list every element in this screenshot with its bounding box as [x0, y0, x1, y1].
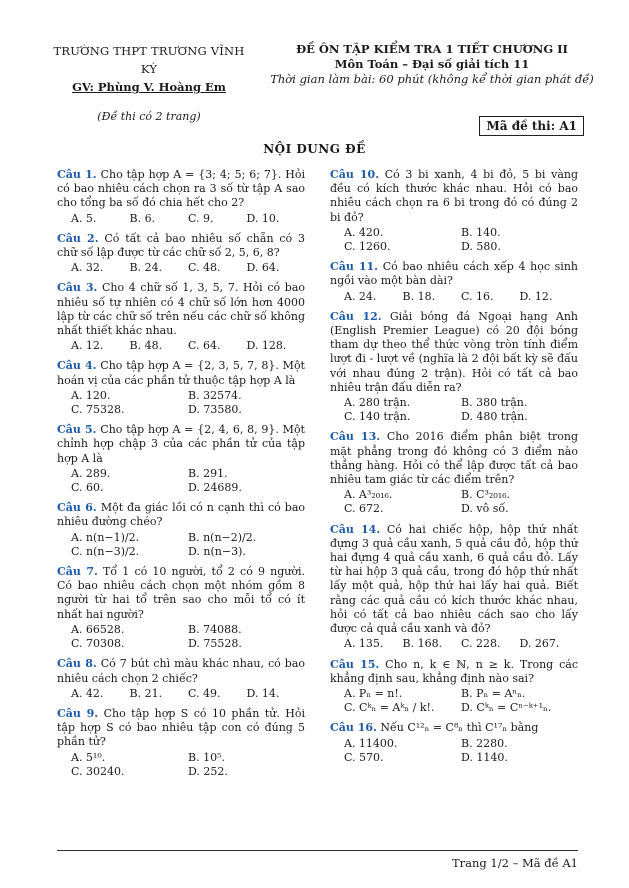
- answer-options: [330, 687, 578, 715]
- answer-option: C. 140 trận.: [344, 410, 411, 424]
- question: [330, 260, 578, 304]
- answer-option: B. 168.: [402, 637, 443, 651]
- answer-option: B. 74088.: [188, 622, 242, 636]
- question-text: Cho tập hợp A = {2, 4, 6, 8, 9}. Một chỉnh hợp chập 3 của các phần tử của tập hợp A là: [57, 423, 305, 465]
- question: [57, 168, 305, 226]
- question: [330, 658, 578, 716]
- answer-option: C. 70308.: [71, 637, 125, 651]
- answer-option: B. 380 trận.: [461, 396, 528, 410]
- answer-option: A. 135.: [344, 637, 384, 651]
- answer-option: B. 48.: [129, 339, 163, 353]
- school-name: TRƯỜNG THPT TRƯƠNG VĨNH KÝ: [53, 44, 245, 76]
- answer-option: D. 24689.: [188, 481, 242, 495]
- answer-option: C. 48.: [188, 261, 221, 275]
- answer-option: A. 289.: [71, 466, 111, 480]
- answer-option: D. 267.: [519, 637, 560, 651]
- answer-option: D. Cᵏₙ = Cⁿ⁻ᵏ⁺¹ₙ.: [461, 701, 552, 715]
- answer-option: B. 32574.: [188, 388, 242, 402]
- question-text: Cho 2016 điểm phân biệt trong mặt phẳng trong đó không có 3 điểm nào thẳng hàng. Hỏi có thể lập được tất cả bao nhiêu tam giác từ các điểm trên?: [330, 430, 578, 487]
- answer-option: B. 21.: [129, 686, 163, 700]
- answer-options: [330, 226, 578, 254]
- answer-option: D. n(n−3).: [188, 544, 246, 558]
- answer-option: D. 73580.: [188, 403, 242, 417]
- question: [57, 707, 305, 779]
- question-text: Có 3 bi xanh, 4 bi đỏ, 5 bi vàng đều có kích thước khác nhau. Hỏi có bao nhiêu cách chọn ra 6 bi trong đó có đúng 2 bi đỏ?: [330, 168, 578, 224]
- question-text: Có 7 bút chì màu khác nhau, có bao nhiêu cách chọn 2 chiếc?: [57, 657, 305, 685]
- answer-option: C. 64.: [188, 339, 221, 353]
- answer-options: [57, 751, 305, 779]
- answer-option: A. 5.: [71, 211, 97, 225]
- teacher-name: GV: Phùng V. Hoàng Em: [72, 80, 226, 94]
- answer-option: B. 18.: [402, 289, 436, 303]
- section-title: NỘI DUNG ĐỀ: [263, 142, 366, 156]
- answer-options: [57, 261, 305, 275]
- question: [57, 657, 305, 701]
- answer-option: B. 2280.: [461, 736, 508, 750]
- question-number: Câu 14.: [330, 522, 381, 536]
- question: [57, 423, 305, 495]
- answer-option: A. A³₂₀₁₆.: [344, 488, 393, 502]
- answer-option: D. 12.: [519, 289, 553, 303]
- question-number: Câu 8.: [57, 657, 97, 671]
- question: [330, 310, 578, 425]
- answer-option: D. 252.: [188, 764, 228, 778]
- answer-option: C. n(n−3)/2.: [71, 544, 140, 558]
- answer-options: [57, 623, 305, 651]
- answer-option: C. 570.: [344, 750, 384, 764]
- answer-option: C. Cᵏₙ = Aᵏₙ / k!.: [344, 701, 435, 715]
- answer-option: A. 42.: [71, 686, 104, 700]
- answer-option: A. 280 trận.: [344, 396, 411, 410]
- question: [57, 281, 305, 353]
- answer-option: C. 228.: [461, 637, 501, 651]
- question-text: Có tất cả bao nhiêu số chẵn có 3 chữ số lập được từ các chữ số 2, 5, 6, 8?: [57, 231, 305, 260]
- question-number: Câu 13.: [330, 430, 381, 444]
- answer-option: D. 75528.: [188, 637, 242, 651]
- answer-options: [57, 212, 305, 226]
- time-note: Thời gian làm bài: 60 phút (không kể thời gian phát đề): [270, 72, 594, 86]
- answer-option: C. 60.: [71, 481, 104, 495]
- answer-options: [57, 687, 305, 701]
- question-number: Câu 6.: [57, 501, 97, 515]
- question: [330, 721, 578, 765]
- answer-option: A. 420.: [344, 225, 384, 239]
- question-number: Câu 9.: [57, 706, 99, 720]
- question-number: Câu 5.: [57, 423, 97, 437]
- answer-options: [57, 339, 305, 353]
- footer-divider: [57, 850, 578, 851]
- answer-options: [330, 290, 578, 304]
- answer-option: C. 672.: [344, 502, 384, 516]
- question-text: Cho n, k ∈ ℕ, n ≥ k. Trong các khẳng định sau, khẳng định nào sai?: [330, 657, 578, 685]
- answer-option: D. 14.: [246, 686, 280, 700]
- left-column: [57, 168, 305, 785]
- answer-option: D. vô số.: [461, 502, 509, 516]
- question-text: Có hai chiếc hộp, hộp thứ nhất đựng 3 quả cầu xanh, 5 quả cầu đỏ, hộp thứ hai đựng 4 quả cầu xanh, 6 quả cầu đỏ. Lấy từ hai hộp 3 quả cầu, trong đó hộp thứ nhất lấy một quả, hộp thứ hai lấy hai quả. Biết rằng các quả cầu có kích thước khác nhau, hỏi có tất cả bao nhiêu cách sao cho lấy được cả quả cầu xanh và đỏ?: [330, 522, 578, 636]
- question-text: Cho tập hợp A = {2, 3, 5, 7, 8}. Một hoán vị của các phần tử thuộc tập hợp A là: [57, 359, 305, 387]
- question-text: Một đa giác lồi có n cạnh thì có bao nhiêu đường chéo?: [57, 501, 306, 529]
- answer-option: B. Pₙ = Aⁿₙ.: [461, 686, 526, 700]
- question: [330, 523, 578, 652]
- header-left: [44, 42, 254, 126]
- answer-option: A. n(n−1)/2.: [71, 530, 140, 544]
- header-right: [262, 42, 602, 87]
- answer-option: B. 140.: [461, 225, 501, 239]
- question-text: Nếu C¹²ₙ = C⁸ₙ thì C¹⁷ₙ bằng: [380, 721, 539, 735]
- answer-option: A. 11400.: [344, 736, 398, 750]
- question: [57, 565, 305, 651]
- answer-option: C. 49.: [188, 686, 221, 700]
- question-text: Có bao nhiêu cách xếp 4 học sinh ngồi vào một bàn dài?: [330, 260, 578, 288]
- answer-options: [330, 737, 578, 765]
- question: [57, 232, 305, 276]
- answer-option: B. 10⁵.: [188, 750, 225, 764]
- answer-options: [57, 389, 305, 417]
- answer-option: D. 128.: [246, 339, 287, 353]
- answer-options: [57, 531, 305, 559]
- question-number: Câu 4.: [57, 359, 97, 373]
- exam-title: ĐỀ ÔN TẬP KIỂM TRA 1 TIẾT CHƯƠNG II: [296, 42, 568, 56]
- answer-option: A. 32.: [71, 261, 104, 275]
- page-footer: Trang 1/2 – Mã đề A1: [451, 856, 578, 870]
- question: [57, 501, 305, 559]
- exam-code-box: Mã đề thi: A1: [479, 116, 584, 136]
- answer-option: C. 1260.: [344, 240, 391, 254]
- answer-option: C. 16.: [461, 289, 494, 303]
- question-number: Câu 15.: [330, 657, 380, 671]
- answer-option: D. 10.: [246, 211, 280, 225]
- question-text: Cho 4 chữ số 1, 3, 5, 7. Hỏi có bao nhiêu số tự nhiên có 4 chữ số lớn hơn 4000 lập từ các chữ số trên nếu các chữ số không nhất thiết khác nhau.: [57, 281, 305, 338]
- pages-note: (Đề thi có 2 trang): [97, 110, 201, 123]
- question-text: Cho tập hợp S có 10 phần tử. Hỏi tập hợp S có bao nhiêu tập con có đúng 5 phần tử?: [57, 706, 305, 749]
- question-number: Câu 10.: [330, 168, 380, 181]
- answer-option: C. 75328.: [71, 403, 125, 417]
- answer-option: B. n(n−2)/2.: [188, 530, 257, 544]
- answer-option: D. 480 trận.: [461, 410, 528, 424]
- question-text: Cho tập hợp A = {3; 4; 5; 6; 7}. Hỏi có bao nhiêu cách chọn ra 3 số từ tập A sao cho tổng ba số đó chia hết cho 2?: [57, 168, 306, 210]
- answer-options: [330, 396, 578, 424]
- answer-option: B. 291.: [188, 466, 228, 480]
- right-column: [330, 168, 578, 771]
- subject: Môn Toán – Đại số giải tích 11: [334, 57, 530, 71]
- answer-options: [57, 467, 305, 495]
- answer-option: A. 66528.: [71, 622, 125, 636]
- question: [57, 359, 305, 417]
- answer-options: [330, 637, 578, 651]
- question-number: Câu 2.: [57, 231, 99, 245]
- answer-option: D. 1140.: [461, 750, 508, 764]
- answer-option: B. C³₂₀₁₆.: [461, 488, 511, 502]
- answer-option: C. 30240.: [71, 764, 125, 778]
- answer-option: A. 12.: [71, 339, 104, 353]
- answer-option: B. 6.: [129, 211, 156, 225]
- question-number: Câu 3.: [57, 281, 98, 295]
- answer-option: B. 24.: [129, 261, 163, 275]
- question-number: Câu 16.: [330, 721, 377, 735]
- question-number: Câu 1.: [57, 168, 97, 181]
- answer-option: A. Pₙ = n!.: [344, 686, 403, 700]
- question-text: Giải bóng đá Ngoại hạng Anh (English Premier League) có 20 đội bóng tham dự theo thể thức vòng tròn tính điểm lượt đi - lượt về (nghĩa là 2 đội bất kỳ sẽ đấu với nhau đúng 2 trận). Hỏi có tất cả bao nhiêu trận đấu diễn ra?: [330, 309, 578, 394]
- answer-option: A. 24.: [344, 289, 377, 303]
- answer-option: C. 9.: [188, 211, 214, 225]
- answer-option: A. 120.: [71, 388, 111, 402]
- answer-option: D. 64.: [246, 261, 280, 275]
- question-number: Câu 7.: [57, 565, 98, 579]
- answer-options: [330, 488, 578, 516]
- question-text: Tổ 1 có 10 người, tổ 2 có 9 người. Có bao nhiêu cách chọn một nhóm gồm 8 người từ hai tổ trên sao cho mỗi tổ có ít nhất hai người?: [57, 565, 305, 621]
- answer-option: D. 580.: [461, 240, 501, 254]
- question-number: Câu 12.: [330, 309, 382, 323]
- question-number: Câu 11.: [330, 260, 379, 274]
- question: [330, 168, 578, 254]
- question: [330, 430, 578, 516]
- answer-option: A. 5¹⁰.: [71, 750, 106, 764]
